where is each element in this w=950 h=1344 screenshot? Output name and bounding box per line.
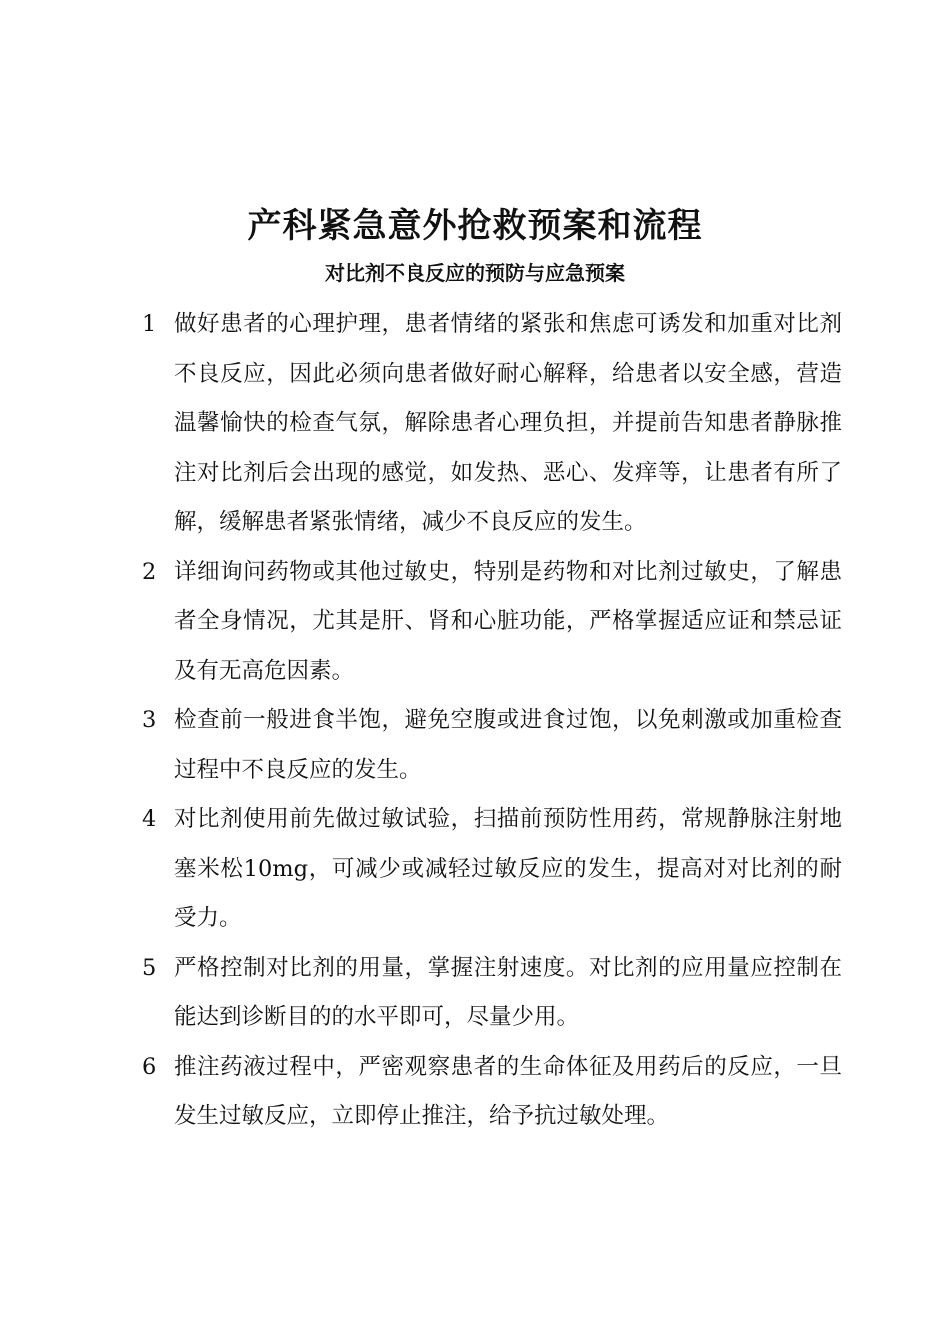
item-number: 6	[142, 1053, 157, 1080]
item-number: 3	[142, 707, 157, 733]
list-item	[142, 795, 842, 944]
item-text: 做好患者的心理护理，患者情绪的紧张和焦虑可诱发和加重对比剂不良反应，因此必须向患者做好耐心解释，给患者以安全感，营造温馨愉快的检查气氛，解除患者心理负担，并提前告知患者静脉推注对比剂后会出现的感觉，如发热、恶心、发痒等，让患者有所了解，缓解患者紧张情绪，减少不良反应的发生。	[174, 311, 842, 535]
procedure-list	[142, 300, 842, 1142]
list-item	[142, 300, 842, 548]
item-text: 详细询问药物或其他过敏史，特别是药物和对比剂过敏史，了解患者全身情况，尤其是肝、肾和心脏功能，严格掌握适应证和禁忌证及有无高危因素。	[174, 558, 842, 684]
document-subtitle: 对比剂不良反应的预防与应急预案	[325, 261, 625, 285]
item-text: 推注药液过程中，严密观察患者的生命体征及用药后的反应，一旦发生过敏反应，立即停止推注，给予抗过敏处理。	[174, 1053, 842, 1129]
list-item	[142, 548, 842, 697]
item-number: 5	[142, 954, 157, 981]
item-text: 检查前一般进食半饱，避免空腹或进食过饱，以免刺激或加重检查过程中不良反应的发生。	[174, 707, 842, 783]
item-number: 1	[142, 311, 157, 337]
item-text: 对比剂使用前先做过敏试验，扫描前预防性用药，常规静脉注射地塞米松10mg，可减少或减轻过敏反应的发生，提高对对比剂的耐受力。	[174, 806, 842, 931]
list-item	[142, 1043, 842, 1142]
item-number: 2	[142, 558, 157, 585]
document-title: 产科紧急意外抢救预案和流程	[247, 206, 703, 246]
list-item	[142, 944, 842, 1043]
item-text: 严格控制对比剂的用量，掌握注射速度。对比剂的应用量应控制在能达到诊断目的的水平即可，尽量少用。	[174, 954, 842, 1030]
item-number: 4	[142, 806, 157, 832]
list-item	[142, 696, 842, 795]
